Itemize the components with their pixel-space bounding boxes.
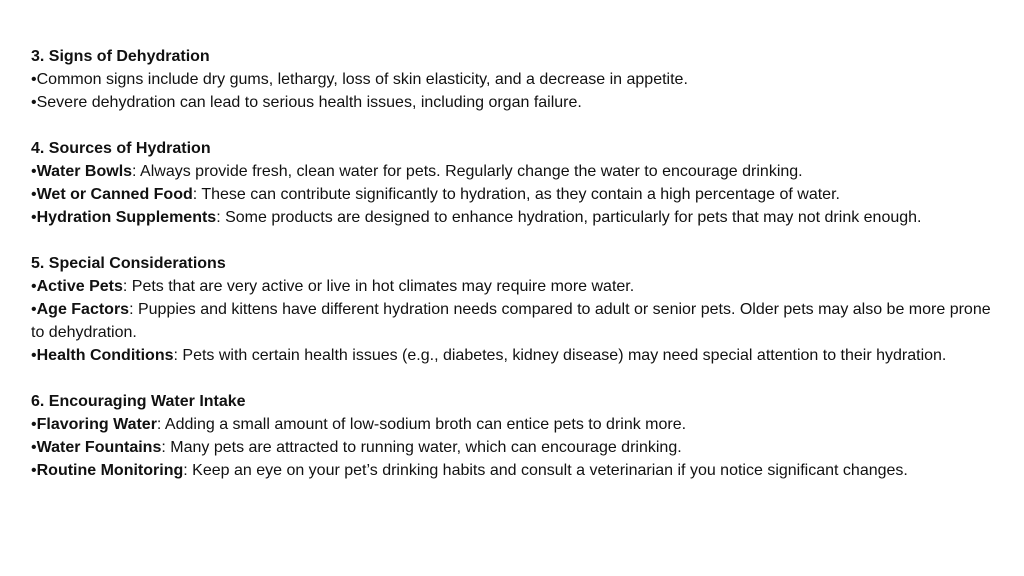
- bullet-marker: •: [31, 416, 37, 433]
- bullet-item: [31, 275, 1006, 298]
- bullet-text: : Puppies and kittens have different hydration needs compared to adult or senior pets. Older pets may also be more prone to dehydration.: [31, 301, 991, 341]
- bullet-label: Age Factors: [36, 301, 130, 318]
- section-heading: 3. Signs of Dehydration: [31, 48, 210, 65]
- bullet-label: Water Fountains: [36, 439, 162, 456]
- bullet-text: : Many pets are attracted to running water, which can encourage drinking.: [161, 439, 682, 456]
- section-special-considerations: [31, 252, 1006, 367]
- bullet-label: Active Pets: [36, 278, 123, 295]
- bullet-marker: •: [31, 278, 37, 295]
- bullet-marker: •: [31, 71, 37, 88]
- bullet-text: : Some products are designed to enhance hydration, particularly for pets that may not drink enough.: [216, 209, 922, 226]
- bullet-label: Water Bowls: [36, 163, 133, 180]
- bullet-label: Health Conditions: [36, 347, 174, 364]
- bullet-label: Flavoring Water: [36, 416, 157, 433]
- slide-body: [31, 45, 1006, 482]
- section-sources-of-hydration: [31, 137, 1006, 229]
- bullet-marker: •: [31, 209, 37, 226]
- bullet-text: : Always provide fresh, clean water for pets. Regularly change the water to encourage drinking.: [132, 163, 803, 180]
- bullet-text: : Keep an eye on your pet’s drinking habits and consult a veterinarian if you notice significant changes.: [183, 462, 908, 479]
- bullet-text: : Pets that are very active or live in hot climates may require more water.: [122, 278, 635, 295]
- section-encouraging-water-intake: [31, 390, 1006, 482]
- bullet-item: [31, 298, 1006, 344]
- bullet-item: [31, 160, 1006, 183]
- section-heading: 6. Encouraging Water Intake: [31, 393, 246, 410]
- bullet-text: : These can contribute significantly to hydration, as they contain a high percentage of water.: [192, 186, 840, 203]
- bullet-marker: •: [31, 301, 37, 318]
- bullet-item: [31, 459, 1006, 482]
- bullet-marker: •: [31, 186, 37, 203]
- bullet-label: Routine Monitoring: [36, 462, 184, 479]
- section-heading: 5. Special Considerations: [31, 255, 226, 272]
- bullet-item: [31, 206, 1006, 229]
- section-heading: 4. Sources of Hydration: [31, 140, 211, 157]
- bullet-marker: •: [31, 347, 37, 364]
- bullet-item: [31, 344, 1006, 367]
- bullet-text: Severe dehydration can lead to serious health issues, including organ failure.: [36, 94, 582, 111]
- bullet-marker: •: [31, 163, 37, 180]
- bullet-marker: •: [31, 439, 37, 456]
- bullet-text: : Pets with certain health issues (e.g., diabetes, kidney disease) may need special attention to their hydration.: [173, 347, 947, 364]
- bullet-text: Common signs include dry gums, lethargy, loss of skin elasticity, and a decrease in appetite.: [36, 71, 688, 88]
- bullet-item: [31, 91, 1006, 114]
- bullet-label: Wet or Canned Food: [36, 186, 193, 203]
- bullet-item: [31, 68, 1006, 91]
- bullet-label: Hydration Supplements: [36, 209, 217, 226]
- bullet-item: [31, 436, 1006, 459]
- bullet-marker: •: [31, 94, 37, 111]
- bullet-text: : Adding a small amount of low-sodium broth can entice pets to drink more.: [156, 416, 687, 433]
- bullet-item: [31, 413, 1006, 436]
- bullet-item: [31, 183, 1006, 206]
- bullet-marker: •: [31, 462, 37, 479]
- section-signs-of-dehydration: [31, 45, 1006, 114]
